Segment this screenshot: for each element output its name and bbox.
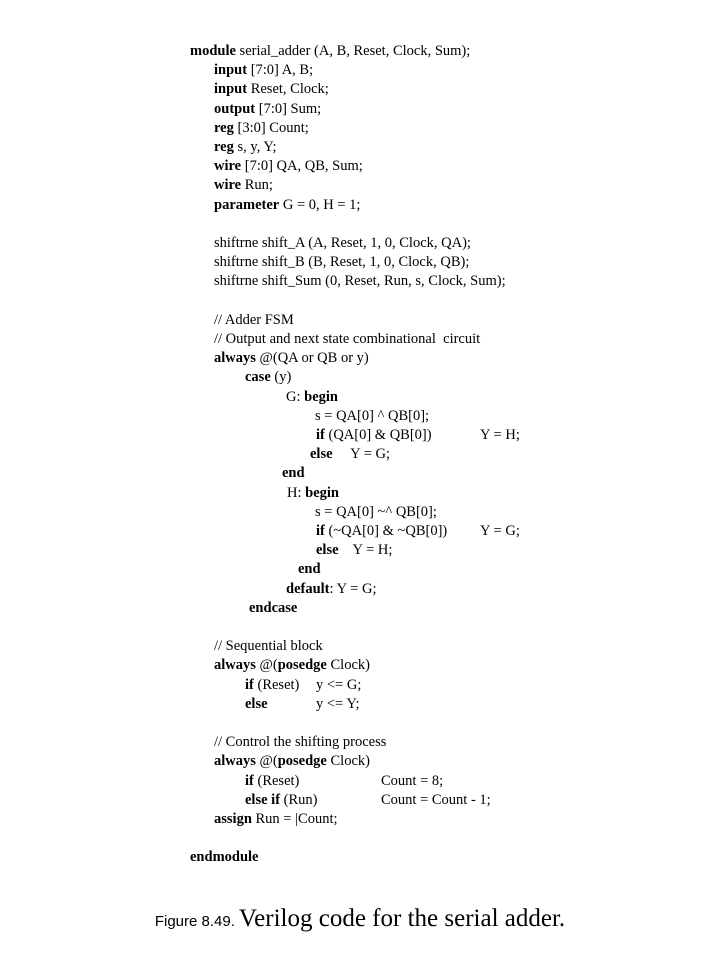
code-text: // Adder FSM: [214, 311, 294, 328]
keyword: always: [214, 350, 256, 367]
code-line: [245, 772, 299, 791]
keyword: reg: [214, 119, 234, 136]
keyword: end: [298, 561, 321, 578]
figure-caption: [0, 905, 720, 933]
keyword: begin: [305, 484, 339, 501]
keyword: module: [190, 43, 236, 59]
code-line-column2: Count = 8;: [381, 772, 444, 789]
keyword: case: [245, 369, 271, 386]
code-line: [214, 61, 313, 80]
code-line-column2: y <= G;: [316, 676, 362, 693]
code-text: (Reset): [253, 772, 300, 789]
code-text: Clock): [326, 657, 370, 674]
figure-label: Figure 8.49.: [154, 913, 235, 930]
code-text: [7:0] A, B;: [247, 62, 314, 79]
code-line: [286, 580, 376, 599]
keyword: else: [245, 695, 268, 712]
code-line: [214, 311, 294, 330]
code-text: [7:0] Sum;: [255, 100, 322, 117]
keyword: endcase: [249, 599, 298, 616]
code-line: [214, 80, 329, 99]
keyword: if: [245, 676, 254, 693]
code-text: s = QA[0] ~^ QB[0];: [315, 503, 437, 520]
keyword: posedge: [277, 753, 327, 770]
code-line: [214, 157, 363, 176]
code-line: [310, 445, 390, 464]
keyword: if: [316, 427, 325, 443]
code-line: [214, 656, 370, 675]
code-text: @(: [255, 657, 278, 674]
code-text: G:: [286, 388, 305, 405]
code-line-column2: Count = Count - 1;: [381, 791, 491, 808]
figure-caption-text: Verilog code for the serial adder.: [238, 905, 566, 932]
keyword: always: [214, 753, 256, 770]
code-line: [214, 272, 506, 291]
keyword: assign: [214, 811, 252, 827]
code-text: : Y = G;: [329, 580, 377, 597]
code-line: [245, 676, 299, 695]
code-line: [316, 426, 432, 445]
code-text: [3:0] Count;: [233, 119, 309, 136]
keyword: end: [282, 465, 305, 482]
keyword: reg: [214, 139, 234, 155]
code-line: [190, 42, 470, 61]
code-text: @(QA or QB or y): [255, 350, 369, 367]
code-text: (QA[0] & QB[0]): [324, 427, 432, 443]
code-line: [214, 138, 277, 157]
code-line: [245, 695, 268, 714]
code-line: [316, 522, 447, 541]
code-text: [7:0] QA, QB, Sum;: [241, 158, 363, 175]
code-line: [214, 253, 469, 272]
code-line: [214, 349, 369, 368]
code-text: // Output and next state combinational circuit: [214, 331, 481, 347]
code-line: [214, 176, 273, 195]
keyword: output: [214, 100, 256, 117]
code-text: serial_adder (A, B, Reset, Clock, Sum);: [235, 43, 471, 59]
code-line: [214, 810, 338, 829]
code-line: [282, 464, 305, 483]
code-text: (~QA[0] & ~QB[0]): [324, 523, 448, 539]
code-line: [315, 503, 437, 522]
keyword: input: [214, 81, 248, 98]
code-line: [214, 100, 321, 119]
code-text: H:: [287, 484, 306, 501]
keyword: default: [286, 580, 330, 597]
code-line: [316, 541, 392, 560]
keyword: posedge: [277, 657, 327, 674]
code-text: Reset, Clock;: [247, 81, 329, 98]
code-text: @(: [255, 753, 278, 770]
code-line: [214, 330, 480, 349]
code-text: Y = G;: [332, 446, 390, 463]
code-text: s = QA[0] ^ QB[0];: [315, 407, 430, 424]
code-text: shiftrne shift_Sum (0, Reset, Run, s, Clock, Sum);: [214, 273, 506, 290]
keyword: if: [316, 523, 325, 539]
keyword: begin: [304, 388, 338, 405]
keyword: endmodule: [190, 849, 259, 866]
code-text: Clock): [326, 753, 370, 770]
code-text: Run;: [241, 177, 273, 194]
code-line-column2: Y = H;: [480, 427, 520, 443]
code-text: (y): [270, 369, 292, 386]
code-text: Run = |Count;: [251, 811, 338, 827]
code-line: [245, 791, 318, 810]
code-line-column2: y <= Y;: [316, 695, 360, 712]
code-line-column2: Y = G;: [480, 523, 520, 539]
keyword: if: [245, 772, 254, 789]
code-text: // Control the shifting process: [214, 734, 387, 751]
code-text: shiftrne shift_A (A, Reset, 1, 0, Clock, QA);: [214, 235, 471, 251]
keyword: else if: [245, 791, 281, 808]
code-text: // Sequential block: [214, 638, 323, 655]
code-line: [249, 599, 297, 618]
keyword: always: [214, 657, 256, 674]
keyword: input: [214, 62, 248, 79]
code-line: [245, 368, 291, 387]
code-line: [214, 733, 386, 752]
code-line: [214, 119, 309, 138]
keyword: else: [316, 542, 339, 559]
code-line: [214, 196, 360, 215]
code-line: [286, 388, 338, 407]
code-text: G = 0, H = 1;: [279, 196, 361, 213]
code-line: [315, 407, 429, 426]
code-line: [298, 560, 321, 579]
code-line: [214, 234, 471, 253]
code-text: s, y, Y;: [233, 139, 277, 155]
code-line: [214, 752, 370, 771]
code-line: [190, 848, 259, 867]
keyword: else: [310, 446, 333, 463]
code-text: Y = H;: [338, 542, 393, 559]
code-text: (Run): [280, 791, 318, 808]
keyword: wire: [214, 158, 242, 175]
code-text: (Reset): [253, 676, 300, 693]
code-line: [214, 637, 323, 656]
code-line: [287, 484, 339, 503]
code-text: shiftrne shift_B (B, Reset, 1, 0, Clock, QB);: [214, 254, 470, 271]
keyword: parameter: [214, 196, 280, 213]
keyword: wire: [214, 177, 242, 194]
